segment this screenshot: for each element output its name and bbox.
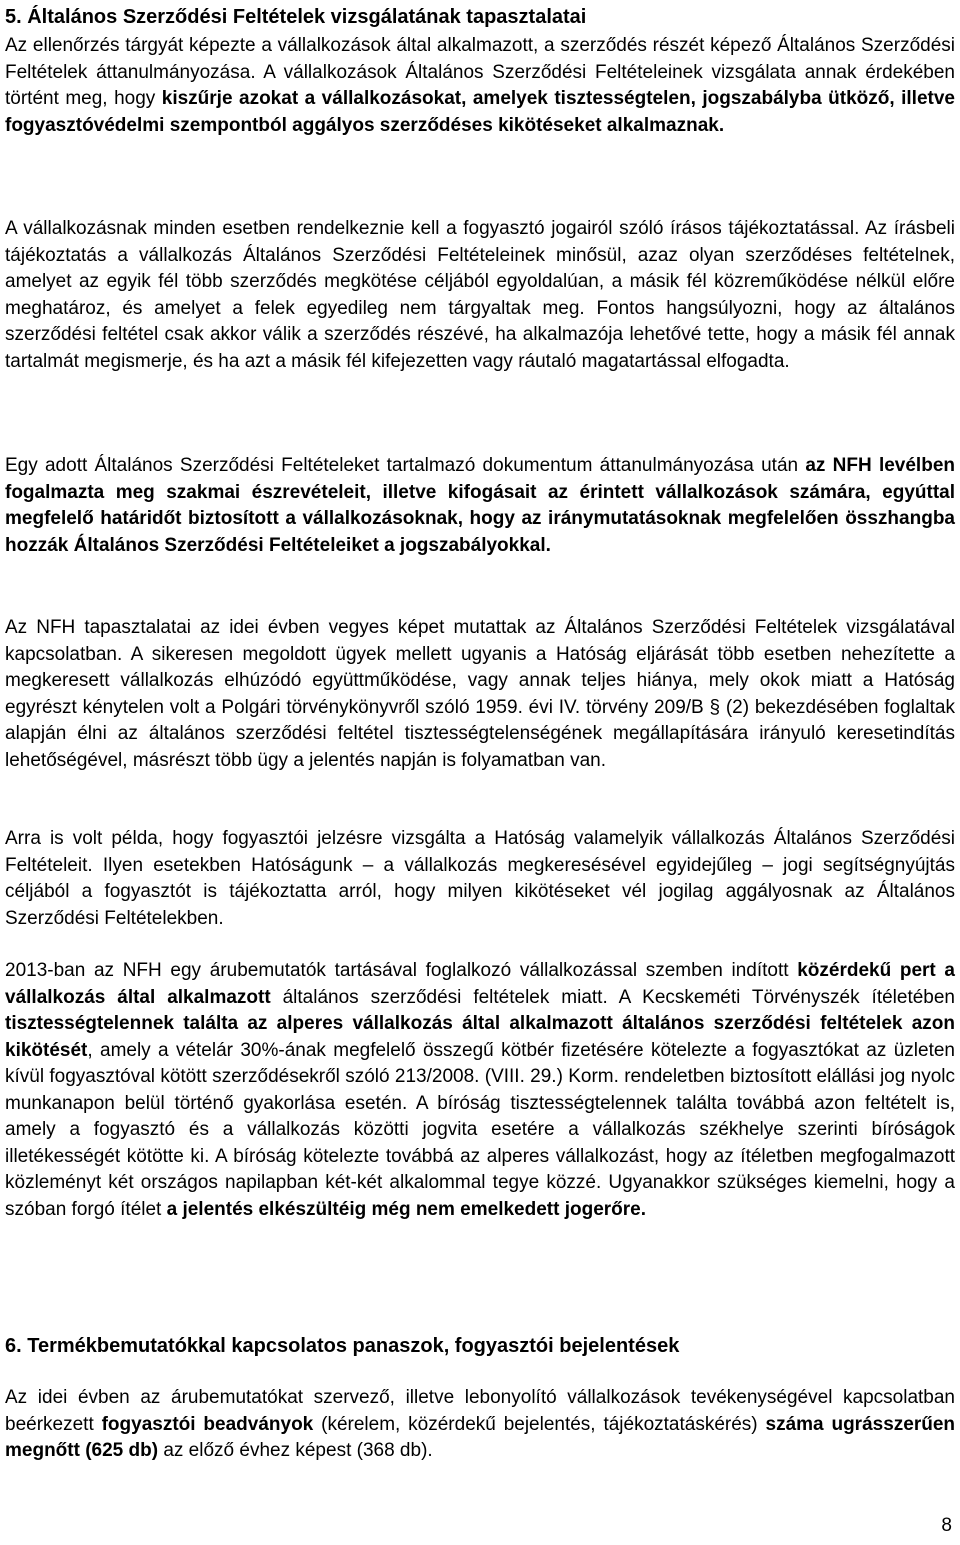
bold-run: az NFH levélben fogalmazta meg szakmai észrevételeit, illetve kifogásait az érintett vállalkozások számára, egyúttal megfelelő határidőt biztosított a vállalkozásoknak, hogy az iránymutatásoknak megfelelően összhangba hozzák Általános Szerződési Feltételeiket a jogszabályokkal. <box>5 455 955 556</box>
bold-run: közérdekű pert a vállalkozás által alkalmazott <box>5 960 956 1008</box>
paragraph-s5-4 <box>5 615 955 774</box>
bold-run: a jelentés elkészültéig még nem emelkedett jogerőre. <box>166 1198 647 1220</box>
text-run: Az idei évben az árubemutatókat szervező, illetve lebonyolító vállalkozások tevékenységével kapcsolatban beérkezett <box>5 1387 955 1435</box>
paragraph-text: Az NFH tapasztalatai az idei évben vegyes képet mutattak az Általános Szerződési Feltételek vizsgálatával kapcsolatban. A sikeresen megoldott ügyek mellett ugyanis a Hatóság eljárását több esetben nehezítette a megkeresett vállalkozás elhúzódó együttműködése, vagy annak teljes hiánya, mely okok miatt a Hatóság egyrészt kénytelen volt a Polgári törvénykönyvről szóló 1959. évi IV. törvény 209/B § (2) bekezdésében foglaltak alapján élni az általános szerződési feltétel tisztességtelenségének megállapítására irányuló keresetindítás lehetőségével, másrészt több ügy a jelentés napján is folyamatban van. <box>5 617 955 771</box>
bold-run: kiszűrje azokat a vállalkozásokat, amelyek tisztességtelen, jogszabályba ütköző, illetve fogyasztóvédelmi szempontból aggályos szerződéses kikötéseket alkalmaznak. <box>5 88 955 136</box>
paragraph-text: A vállalkozásnak minden esetben rendelkeznie kell a fogyasztó jogairól szóló írásos tájékoztatással. Az írásbeli tájékoztatás a vállalkozás Általános Szerződési Feltételeinek minősül, azaz olyan szerződéses feltételnek, amelyet az egyik fél több szerződés megkötése céljából egyoldalúan, a másik fél közreműködése nélkül előre meghatároz, és amelyet a felek egyedileg nem tárgyaltak meg. Fontos hangsúlyozni, hogy az általános szerződési feltétel csak akkor válik a szerződés részévé, ha alkalmazója lehetővé tette, hogy a másik fél annak tartalmát megismerje, és ha azt a másik fél kifejezetten vagy ráutaló magatartással elfogadta. <box>5 218 955 372</box>
text-run: az előző évhez képest (368 db). <box>158 1440 433 1461</box>
text-run: , amely a vételár 30%-ának megfelelő összegű kötbér fizetésére kötelezte a fogyasztókat az üzleten kívül fogyasztóval kötött szerződésekről szóló 213/2008. (VIII. 29.) Korm. rendeletben biztosított elállási jog nyolc munkanapon belül történő gyakorlása esetén. A bíróság tisztességtelennek találta továbbá azon feltételt is, amely a fogyasztó és a vállalkozás közötti jogvita esetére a vállalkozás székhelye szerinti bíróságok illetékességét kötötte ki. A bíróság kötelezte továbbá az alperes vállalkozást, hogy az ítéletben megfogalmazott közleményt két országos napilapban két-két alkalommal tegye közzé. Ugyanakkor szükséges kiemelni, hogy a szóban forgó ítélet <box>5 1039 955 1220</box>
paragraph-s5-1 <box>5 33 955 139</box>
page-number: 8 <box>941 1515 952 1536</box>
paragraph-s5-5 <box>5 826 955 932</box>
text-run: (kérelem, közérdekű bejelentés, tájékoztatáskérés) <box>313 1413 766 1435</box>
paragraph-s5-3 <box>5 453 955 559</box>
paragraph-text: Arra is volt példa, hogy fogyasztói jelzésre vizsgálta a Hatóság valamelyik vállalkozás Általános Szerződési Feltételeit. Ilyen esetekben Hatóságunk – a vállalkozás megkeresésével egyidejűleg – jogi segítségnyújtás céljából a fogyasztót is tájékoztatta arról, hogy milyen kikötéseket vél jogilag aggályosnak az Általános Szerződési Feltételekben. <box>5 828 955 929</box>
bold-run: fogyasztói beadványok <box>101 1413 314 1435</box>
paragraph-s5-2 <box>5 216 955 375</box>
paragraph-s5-6 <box>5 958 955 1223</box>
section-5-heading: 5. Általános Szerződési Feltételek vizsgálatának tapasztalatai <box>5 6 587 28</box>
paragraph-s6-1 <box>5 1385 955 1465</box>
text-run: 2013-ban az NFH egy árubemutatók tartásával foglalkozó vállalkozással szemben indított <box>5 960 798 981</box>
text-run: általános szerződési feltételek miatt. A Kecskeméti Törvényszék ítéletében <box>270 986 955 1008</box>
bold-run: száma ugrásszerűen megnőtt (625 db) <box>5 1413 956 1461</box>
text-run: Egy adott Általános Szerződési Feltételeket tartalmazó dokumentum áttanulmányozása után <box>5 455 806 476</box>
text-run: Az ellenőrzés tárgyát képezte a vállalkozások által alkalmazott, a szerződés részét képező Általános Szerződési Feltételek áttanulmányozása. A vállalkozások Általános Szerződési Feltételeinek vizsgálata annak érdekében történt meg, hogy <box>5 35 955 109</box>
section-6-heading: 6. Termékbemutatókkal kapcsolatos panaszok, fogyasztói bejelentések <box>5 1335 680 1357</box>
bold-run: tisztességtelennek találta az alperes vállalkozás által alkalmazott általános szerződési feltételek azon kikötését <box>5 1013 955 1061</box>
